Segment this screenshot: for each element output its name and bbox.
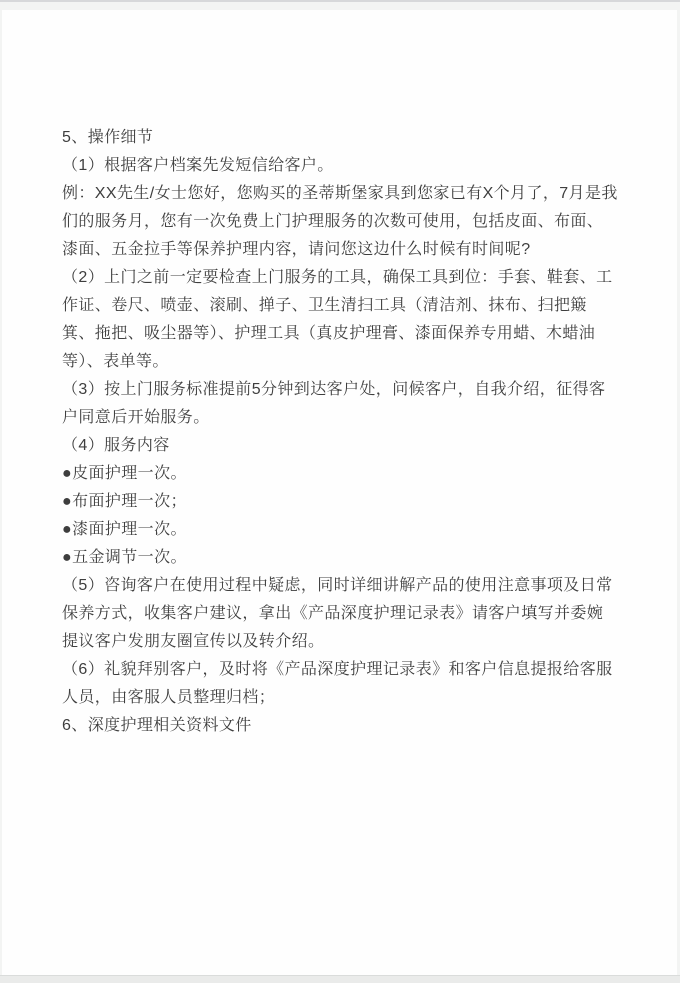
service-bullet-item: ●漆面护理一次。 <box>62 521 187 538</box>
section5-heading: 5、操作细节 <box>62 129 154 146</box>
step2-text: （2）上门之前一定要检查上门服务的工具，确保工具到位：手套、鞋套、工作证、卷尺、喷壶、滚刷、掸子、卫生清扫工具（清洁剂、抹布、扫把簸箕、拖把、吸尘器等）、护理工具（真皮护理膏、漆面保养专用蜡、木蜡油等）、表单等。 <box>62 269 613 370</box>
section6-heading: 6、深度护理相关资料文件 <box>62 717 252 734</box>
step6-text: （6）礼貌拜别客户，及时将《产品深度护理记录表》和客户信息提报给客服人员，由客服人员整理归档； <box>62 661 613 706</box>
step1-text: （1）根据客户档案先发短信给客户。 <box>62 157 334 174</box>
step3-text: （3）按上门服务标准提前5分钟到达客户处，问候客户，自我介绍，征得客户同意后开始服务。 <box>62 381 606 426</box>
service-bullet-item: ●五金调节一次。 <box>62 549 187 566</box>
service-bullet-item: ●布面护理一次； <box>62 493 187 510</box>
service-bullet-item: ●皮面护理一次。 <box>62 465 187 482</box>
page-content <box>2 10 619 740</box>
document-page <box>2 10 677 976</box>
service-bullet-list <box>62 460 619 572</box>
step1-example-text: 例：XX先生/女士您好，您购买的圣蒂斯堡家具到您家已有X个月了，7月是我们的服务月，您有一次免费上门护理服务的次数可使用，包括皮面、布面、漆面、五金拉手等保养护理内容，请问您这边什么时候有时间呢? <box>62 185 618 258</box>
step5-text: （5）咨询客户在使用过程中疑虑，同时详细讲解产品的使用注意事项及日常保养方式，收集客户建议，拿出《产品深度护理记录表》请客户填写并委婉提议客户发朋友圈宣传以及转介绍。 <box>62 577 613 650</box>
step4-heading: （4）服务内容 <box>62 437 170 454</box>
